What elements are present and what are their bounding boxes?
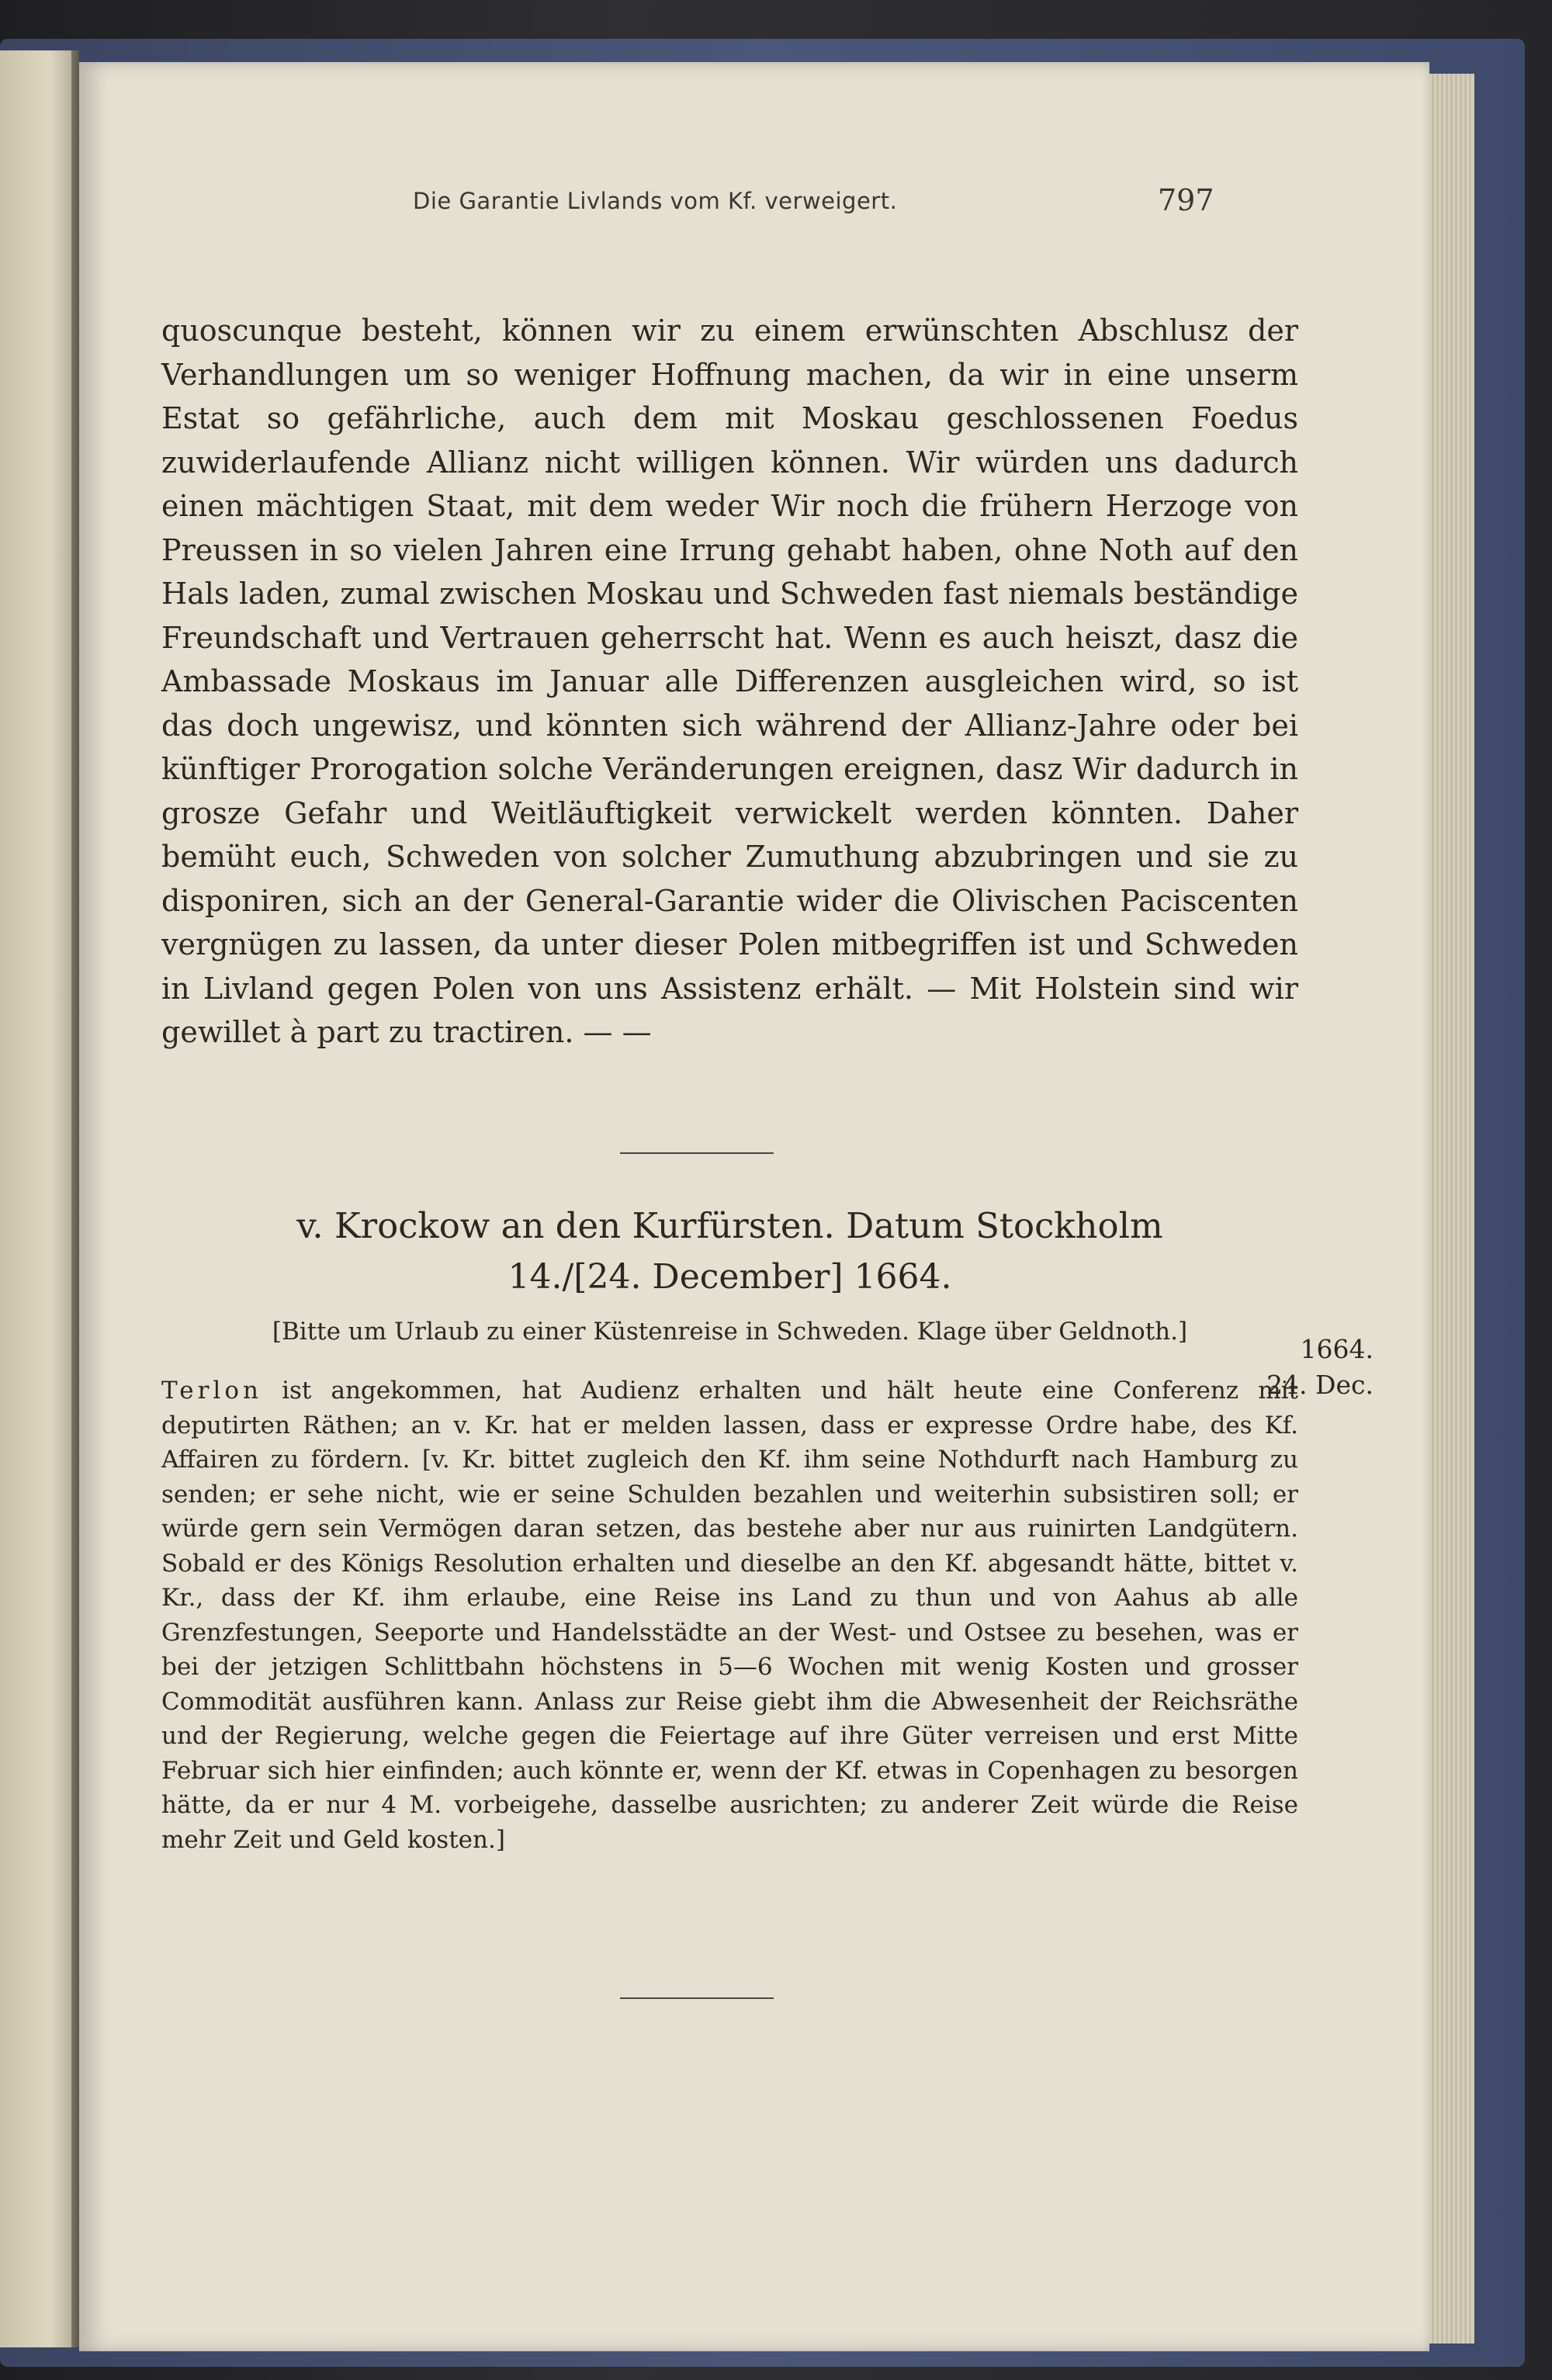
letter-paragraph	[161, 1374, 1298, 1857]
margin-year: 1664.	[1300, 1334, 1374, 1364]
section-heading-line2: 14./[24. December] 1664.	[508, 1257, 952, 1297]
letter-opening: Terlon	[161, 1377, 262, 1405]
body-paragraph: quoscunque besteht, können wir zu einem erwünschten Abschlusz der Verhandlungen um so weniger Hoffnung machen, da wir in eine unserm Estat so gefährliche, auch dem mit Moskau geschlossenen Foedus zuwiderlaufende Allianz nicht willigen können. Wir würden uns dadurch einen mächtigen Staat, mit dem weder Wir noch die frühern Herzoge von Preussen in so vielen Jahren eine Irrung gehabt haben, ohne Noth auf den Hals laden, zumal zwischen Moskau und Schweden fast niemals beständige Freundschaft und Vertrauen geherrscht hat. Wenn es auch heiszt, dasz die Ambassade Moskaus im Januar alle Differenzen ausgleichen wird, so ist das doch ungewisz, und könnten sich während der Allianz-Jahre oder bei künftiger Prorogation solche Veränderungen ereignen, dasz Wir dadurch in grosze Gefahr und Weitläuftigkeit verwickelt werden könnten. Daher bemüht euch, Schweden von solcher Zumuthung abzubringen und sie zu disponiren, sich an der General-Garantie wider die Olivischen Paciscenten vergnügen zu lassen, da unter dieser Polen mitbegriffen ist und Schweden in Livland gegen Polen von uns Assistenz erhält. — Mit Holstein sind wir gewillet à part zu tractiren. — —	[161, 314, 1298, 1049]
book-page	[79, 62, 1429, 2351]
running-head	[79, 183, 1429, 230]
section-heading-line1: v. Krockow an den Kurfürsten. Datum Stockholm	[296, 1205, 1163, 1246]
book-gutter	[71, 50, 79, 2347]
left-page-edge	[0, 50, 71, 2347]
margin-date: 24. Dec.	[1266, 1370, 1374, 1400]
section-divider-top	[620, 1152, 774, 1154]
running-title: Die Garantie Livlands vom Kf. verweigert.	[413, 188, 898, 214]
section-divider-bottom	[620, 1997, 774, 1999]
letter-text: ist angekommen, hat Audienz erhalten und hält heute eine Conferenz mit deputirten Räthen; an v. Kr. hat er melden lassen, dass er expresse Ordre habe, des Kf. Affairen zu fördern. [v. Kr. bittet zugleich den Kf. ihm seine Nothdurft nach Hamburg zu senden; er sehe nicht, wie er seine Schulden bezahlen und weiterhin subsistiren soll; er würde gern sein Vermögen daran setzen, das bestehe aber nur aus ruinirten Landgütern. Sobald er des Königs Resolution erhalten und dieselbe an den Kf. abgesandt hätte, bittet v. Kr., dass der Kf. ihm erlaube, eine Reise ins Land zu thun und von Aahus ab alle Grenzfestungen, Seeporte und Handelsstädte an der West- und Ostsee zu besehen, was er bei der jetzigen Schlittbahn höchstens in 5—6 Wochen mit wenig Kosten und grosser Commodität ausführen kann. Anlass zur Reise giebt ihm die Abwesenheit der Reichsräthe und der Regierung, welche gegen die Feiertage auf ihre Güter verreisen und erst Mitte Februar sich hier einfinden; auch könnte er, wenn der Kf. etwas in Copenhagen zu besorgen hätte, da er nur 4 M. vorbeigehe, dasselbe ausrichten; zu anderer Zeit würde die Reise mehr Zeit und Geld kosten.]	[161, 1377, 1298, 1854]
section-summary: [Bitte um Urlaub zu einer Küstenreise in Schweden. Klage über Geldnoth.]	[272, 1318, 1188, 1346]
page-number: 797	[1158, 183, 1214, 217]
